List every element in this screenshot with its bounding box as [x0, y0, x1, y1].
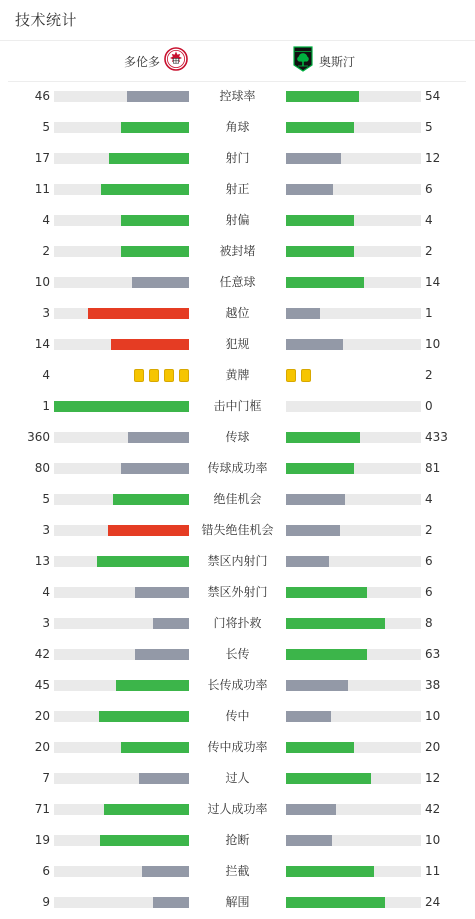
- home-value: 42: [34, 647, 50, 661]
- away-bar-track: [286, 742, 421, 753]
- away-bar-fill: [286, 742, 354, 753]
- away-value: 38: [425, 678, 441, 692]
- home-bar-fill: [99, 711, 189, 722]
- home-bar-track: [54, 587, 189, 598]
- away-value: 10: [425, 337, 441, 351]
- away-bar-fill: [286, 463, 354, 474]
- home-value: 13: [34, 554, 50, 568]
- home-team-name: 多伦多: [124, 54, 161, 69]
- home-bar-track: [54, 680, 189, 691]
- toronto-fc-crest-icon: [164, 47, 188, 75]
- away-bar-track: [286, 494, 421, 505]
- away-bar-fill: [286, 494, 345, 505]
- home-bar-track: [54, 711, 189, 722]
- stat-row: [0, 143, 475, 174]
- away-bar-fill: [286, 556, 329, 567]
- away-bar-track: [286, 556, 421, 567]
- away-bar-fill: [286, 587, 367, 598]
- stat-row: [0, 639, 475, 670]
- home-bar-fill: [121, 463, 189, 474]
- stat-row: [0, 763, 475, 794]
- home-bar-fill: [127, 91, 189, 102]
- away-bar-track: [286, 804, 421, 815]
- stat-row: [0, 81, 475, 112]
- home-value: 3: [42, 616, 50, 630]
- yellow-card-icon: [149, 369, 159, 382]
- stat-row: [0, 515, 475, 546]
- away-bar-track: [286, 649, 421, 660]
- stats-list: [0, 81, 475, 918]
- home-value: 19: [34, 833, 50, 847]
- stat-label: 黄牌: [225, 368, 250, 382]
- away-bar-track: [286, 277, 421, 288]
- home-bar-track: [54, 184, 189, 195]
- home-bar-track: [54, 432, 189, 443]
- stat-label: 传球成功率: [207, 461, 268, 475]
- away-bar-fill: [286, 246, 354, 257]
- stat-label: 错失绝佳机会: [201, 523, 274, 537]
- home-value: 7: [42, 771, 50, 785]
- home-value: 10: [34, 275, 50, 289]
- stat-label: 任意球: [219, 275, 256, 289]
- away-bar-fill: [286, 773, 371, 784]
- home-value: 3: [42, 306, 50, 320]
- home-value: 45: [34, 678, 50, 692]
- away-bar-fill: [286, 432, 360, 443]
- stat-row: [0, 577, 475, 608]
- stat-row: [0, 236, 475, 267]
- away-bar-track: [286, 339, 421, 350]
- home-value: 20: [34, 740, 50, 754]
- stat-row: [0, 391, 475, 422]
- away-value: 2: [425, 368, 433, 382]
- away-bar-track: [286, 680, 421, 691]
- stat-label: 角球: [225, 120, 250, 134]
- home-bar-fill: [113, 494, 189, 505]
- home-team[interactable]: [124, 49, 188, 73]
- home-bar-track: [54, 339, 189, 350]
- away-bar-track: [286, 773, 421, 784]
- home-bar-fill: [111, 339, 189, 350]
- stat-row: [0, 701, 475, 732]
- home-bar-track: [54, 122, 189, 133]
- home-value: 1: [42, 399, 50, 413]
- home-bar-fill: [101, 184, 189, 195]
- home-bar-track: [54, 401, 189, 412]
- stat-row: [0, 112, 475, 143]
- home-bar-track: [54, 742, 189, 753]
- away-bar-track: [286, 835, 421, 846]
- stat-row: [0, 546, 475, 577]
- home-value: 4: [42, 213, 50, 227]
- home-value: 5: [42, 120, 50, 134]
- home-bar-fill: [132, 277, 189, 288]
- away-bar-fill: [286, 835, 332, 846]
- away-bar-track: [286, 618, 421, 629]
- stat-label: 控球率: [219, 89, 256, 103]
- home-bar-fill: [104, 804, 189, 815]
- home-value: 3: [42, 523, 50, 537]
- home-bar-track: [54, 773, 189, 784]
- home-bar-fill: [121, 246, 189, 257]
- stat-row: [0, 608, 475, 639]
- home-bar-fill: [121, 122, 189, 133]
- home-value: 2: [42, 244, 50, 258]
- home-bar-track: [54, 308, 189, 319]
- away-bar-fill: [286, 184, 333, 195]
- away-bar-track: [286, 91, 421, 102]
- away-value: 2: [425, 244, 433, 258]
- away-bar-fill: [286, 339, 343, 350]
- stat-label: 传中成功率: [207, 740, 268, 754]
- home-value: 4: [42, 368, 50, 382]
- stat-row: [0, 360, 475, 391]
- away-value: 6: [425, 182, 433, 196]
- away-value: 24: [425, 895, 441, 909]
- away-bar-fill: [286, 866, 374, 877]
- away-value: 11: [425, 864, 441, 878]
- home-value: 11: [34, 182, 50, 196]
- home-bar-fill: [108, 525, 189, 536]
- team-header: [0, 41, 475, 81]
- home-bar-fill: [109, 153, 189, 164]
- away-bar-track: [286, 246, 421, 257]
- home-value: 80: [34, 461, 50, 475]
- away-value: 20: [425, 740, 441, 754]
- stat-row: [0, 825, 475, 856]
- away-value: 5: [425, 120, 433, 134]
- home-bar-track: [54, 525, 189, 536]
- stat-row: [0, 298, 475, 329]
- home-bar-track: [54, 649, 189, 660]
- home-bar-fill: [128, 432, 189, 443]
- stat-label: 射正: [225, 182, 250, 196]
- home-value: 4: [42, 585, 50, 599]
- away-value: 4: [425, 492, 433, 506]
- away-bar-fill: [286, 897, 385, 908]
- home-bar-fill: [121, 215, 189, 226]
- home-bar-fill: [121, 742, 189, 753]
- home-bar-track: [54, 91, 189, 102]
- home-bar-track: [54, 463, 189, 474]
- stat-row: [0, 422, 475, 453]
- stat-label: 过人: [225, 771, 250, 785]
- home-bar-track: [54, 215, 189, 226]
- yellow-card-icon: [286, 369, 296, 382]
- home-value: 5: [42, 492, 50, 506]
- away-value: 8: [425, 616, 433, 630]
- yellow-card-icon: [301, 369, 311, 382]
- stat-label: 抢断: [225, 833, 250, 847]
- yellow-card-icon: [164, 369, 174, 382]
- stat-label: 绝佳机会: [213, 492, 262, 506]
- away-value: 14: [425, 275, 441, 289]
- away-bar-fill: [286, 649, 367, 660]
- home-bar-fill: [139, 773, 189, 784]
- away-bar-fill: [286, 277, 364, 288]
- away-value: 12: [425, 771, 441, 785]
- away-value: 81: [425, 461, 441, 475]
- away-bar-track: [286, 153, 421, 164]
- yellow-card-icon: [179, 369, 189, 382]
- home-bar-track: [54, 246, 189, 257]
- away-team[interactable]: [293, 49, 355, 73]
- home-yellow-cards: [129, 369, 189, 382]
- austin-fc-tree-crest-icon: [293, 46, 313, 76]
- stat-label: 解围: [225, 895, 250, 909]
- home-bar-track: [54, 866, 189, 877]
- away-bar-track: [286, 401, 421, 412]
- home-value: 14: [34, 337, 50, 351]
- away-bar-fill: [286, 215, 354, 226]
- stat-label: 被封堵: [219, 244, 256, 258]
- away-value: 63: [425, 647, 441, 661]
- stat-row: [0, 329, 475, 360]
- away-bar-track: [286, 463, 421, 474]
- away-value: 0: [425, 399, 433, 413]
- away-bar-track: [286, 432, 421, 443]
- away-bar-track: [286, 711, 421, 722]
- stat-label: 禁区外射门: [207, 585, 268, 599]
- stat-label: 过人成功率: [207, 802, 268, 816]
- away-bar-fill: [286, 618, 385, 629]
- away-value: 4: [425, 213, 433, 227]
- home-value: 71: [34, 802, 50, 816]
- home-bar-track: [54, 153, 189, 164]
- stat-label: 门将扑救: [213, 616, 262, 630]
- stat-label: 越位: [225, 306, 250, 320]
- stat-label: 拦截: [225, 864, 250, 878]
- home-bar-track: [54, 897, 189, 908]
- stat-row: [0, 174, 475, 205]
- away-bar-track: [286, 122, 421, 133]
- away-value: 10: [425, 709, 441, 723]
- stat-row: [0, 205, 475, 236]
- home-value: 360: [27, 430, 50, 444]
- home-bar-fill: [88, 308, 189, 319]
- away-yellow-cards: [286, 369, 316, 382]
- stat-row: [0, 732, 475, 763]
- home-value: 9: [42, 895, 50, 909]
- home-bar-fill: [153, 618, 189, 629]
- home-bar-track: [54, 277, 189, 288]
- away-bar-track: [286, 866, 421, 877]
- home-bar-fill: [100, 835, 189, 846]
- stat-row: [0, 670, 475, 701]
- away-bar-track: [286, 215, 421, 226]
- away-bar-fill: [286, 308, 320, 319]
- away-value: 1: [425, 306, 433, 320]
- stat-label: 射门: [225, 151, 250, 165]
- away-bar-track: [286, 587, 421, 598]
- home-bar-fill: [135, 649, 189, 660]
- home-value: 46: [34, 89, 50, 103]
- away-bar-fill: [286, 153, 341, 164]
- home-value: 6: [42, 864, 50, 878]
- stat-label: 长传: [225, 647, 250, 661]
- stat-row: [0, 484, 475, 515]
- stat-label: 传中: [225, 709, 250, 723]
- away-value: 12: [425, 151, 441, 165]
- away-value: 2: [425, 523, 433, 537]
- stat-label: 射偏: [225, 213, 250, 227]
- home-bar-fill: [97, 556, 189, 567]
- home-bar-track: [54, 494, 189, 505]
- home-bar-track: [54, 556, 189, 567]
- stat-row: [0, 453, 475, 484]
- away-value: 54: [425, 89, 441, 103]
- away-value: 6: [425, 585, 433, 599]
- stat-label: 禁区内射门: [207, 554, 268, 568]
- stat-label: 击中门框: [213, 399, 262, 413]
- home-bar-fill: [135, 587, 189, 598]
- away-bar-fill: [286, 711, 331, 722]
- home-bar-fill: [116, 680, 189, 691]
- away-bar-track: [286, 184, 421, 195]
- stat-label: 传球: [225, 430, 250, 444]
- stat-row: [0, 794, 475, 825]
- home-bar-fill: [153, 897, 189, 908]
- away-bar-fill: [286, 91, 359, 102]
- stat-label: 犯规: [225, 337, 250, 351]
- home-bar-fill: [142, 866, 189, 877]
- home-bar-fill: [54, 401, 189, 412]
- away-value: 6: [425, 554, 433, 568]
- home-bar-track: [54, 618, 189, 629]
- away-value: 42: [425, 802, 441, 816]
- away-bar-fill: [286, 525, 340, 536]
- home-bar-track: [54, 804, 189, 815]
- away-value: 10: [425, 833, 441, 847]
- home-value: 17: [34, 151, 50, 165]
- home-bar-track: [54, 835, 189, 846]
- away-bar-track: [286, 308, 421, 319]
- away-bar-fill: [286, 804, 336, 815]
- away-value: 433: [425, 430, 448, 444]
- away-team-name: 奥斯汀: [319, 54, 356, 69]
- stat-label: 长传成功率: [207, 678, 268, 692]
- away-bar-track: [286, 897, 421, 908]
- stat-row: [0, 887, 475, 918]
- yellow-card-icon: [134, 369, 144, 382]
- away-bar-track: [286, 525, 421, 536]
- away-bar-fill: [286, 122, 354, 133]
- away-bar-fill: [286, 680, 348, 691]
- stat-row: [0, 856, 475, 887]
- stat-row: [0, 267, 475, 298]
- home-value: 20: [34, 709, 50, 723]
- section-title: 技术统计: [15, 11, 78, 29]
